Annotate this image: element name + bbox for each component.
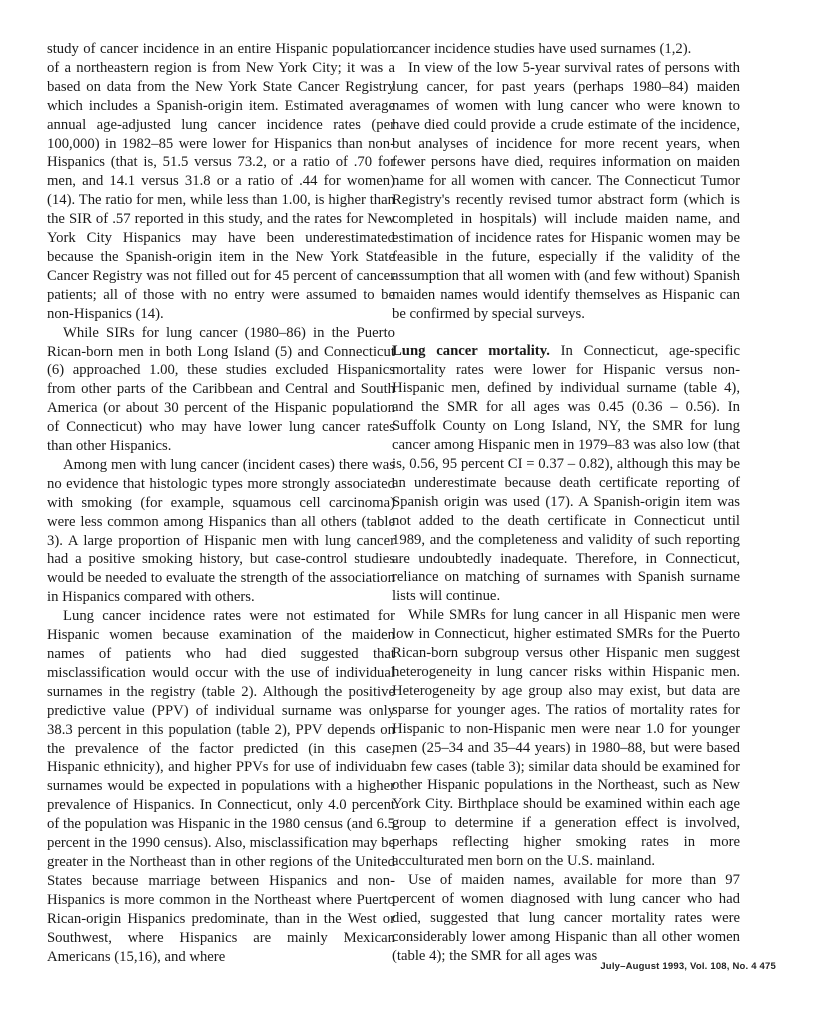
right-column [392,40,740,966]
right-paragraph-3 [392,342,740,607]
right-paragraph-2: In view of the low 5-year survival rates of persons with lung cancer, for past years (perhaps 1980–84) maiden names of women with lung cancer who were known to have died could provide a crude estimate of the incidence, but analyses of incidence for more recent years, when fewer persons have died, requires information on maiden name for all women with cancer. The Connecticut Tumor Registry's recently revised tumor abstract form (which is completed in hospitals) will include maiden name, and estimation of incidence rates for Hispanic women may be feasible in the future, especially if the validity of the assumption that all women with (and few without) Spanish maiden names would identify themselves as Hispanic can be confirmed by special surveys. [392,59,740,322]
right-paragraph-5: Use of maiden names, available for more than 97 percent of women diagnosed with lung cancer who had died, suggested that lung cancer mortality rates were considerably lower among Hispanic than all other women (table 4); the SMR for all ages was [392,871,740,964]
left-paragraph-4: Lung cancer incidence rates were not estimated for Hispanic women because examination of the maiden names of patients who had died suggested that misclassification would occur with the use of individual surnames in the registry (table 2). Although the positive predictive value (PPV) of individual surname was only 38.3 percent in this population (table 2), PPV depends on the prevalence of the factor predicted (in this case, Hispanic ethnicity), and higher PPVs for use of individual surnames would be expected in populations with a higher prevalence of Hispanics. In Connecticut, only 4.0 percent of the population was Hispanic in the 1980 census (and 6.5 percent in the 1990 census). Also, misclassification may be greater in the Northeast than in other regions of the United States because marriage between Hispanics and non-Hispanics is more common in the Northeast where Puerto Rican-origin Hispanics predominate, than in the West or Southwest, where Hispanics are mainly Mexican Americans (15,16), and where [47,608,395,965]
right-paragraph-1: cancer incidence studies have used surnames (1,2). [392,41,692,57]
left-paragraph-2: While SIRs for lung cancer (1980–86) in the Puerto Rican-born men in both Long Island (5) and Connecticut (6) approached 1.00, these studies excluded Hispanics from other parts of the Caribbean and Central and South America (or about 30 percent of the Hispanic population of Connecticut) who may have lower lung cancer rates than other Hispanics. [47,324,395,455]
left-paragraph-3: Among men with lung cancer (incident cases) there was no evidence that histologic types more strongly associated with smoking (for example, squamous cell carcinoma) were less common among Hispanics than all others (table 3). A large proportion of Hispanic men with lung cancer had a positive smoking history, but case-control studies would be needed to evaluate the strength of the association in Hispanics compared with others. [47,456,395,606]
right-paragraph-3-text: In Connecticut, age-specific mortality rates were lower for Hispanic versus non-Hispanic men, defined by individual surname (table 4), and the SMR for all ages was 0.45 (0.36 – 0.56). In Suffolk County on Long Island, NY, the SMR for lung cancer among Hispanic men in 1979–83 was also low (that is, 0.56, 95 percent CI = 0.37 – 0.82), although this may be an underestimate because death certificate reporting of Spanish origin was used (17). A Spanish-origin item was not added to the death certificate in Connecticut until 1989, and the completeness and validity of such reporting are undoubtedly inadequate. Therefore, in Connecticut, reliance on matching of surnames with Spanish surname lists will continue. [392,342,740,605]
left-column [47,40,395,966]
right-paragraph-4: While SMRs for lung cancer in all Hispanic men were low in Connecticut, higher estimated SMRs for the Puerto Rican-born subgroup versus other Hispanic men suggest heterogeneity in lung cancer risks within Hispanic men. Heterogeneity by age group also may exist, but data are sparse for younger ages. The ratios of mortality rates for Hispanic to non-Hispanic men were near 1.0 for younger men (25–34 and 35–44 years) in 1980–88, but were based on few cases (table 3); similar data should be examined for other Hispanic populations in the Northeast, such as New York City. Birthplace should be examined within each age group to determine if a generation effect is involved, perhaps reflecting higher smoking rates in more acculturated men born on the U.S. mainland. [392,607,740,870]
running-footer: July–August 1993, Vol. 108, No. 4 475 [600,961,776,972]
section-heading-lung-cancer-mortality: Lung cancer mortality. [392,342,550,359]
left-paragraph-1: study of cancer incidence in an entire Hispanic population of a northeastern region is from New York City; it was a based on data from the New York State Cancer Registry which includes a Spanish-origin item. Estimated average annual age-adjusted lung cancer incidence rates (per 100,000) in 1982–85 were lower for Hispanics than non-Hispanics (that is, 51.5 versus 73.2, or a ratio of .70 for men, and 14.1 versus 31.8 or a ratio of .44 for women) (14). The ratio for men, while less than 1.00, is higher than the SIR of .57 reported in this study, and the rates for New York City Hispanics may have been underestimated because the Spanish-origin item in the New York State Cancer Registry was not filled out for 45 percent of cancer patients; all of those with no entry were assumed to be non-Hispanics (14). [47,41,395,322]
